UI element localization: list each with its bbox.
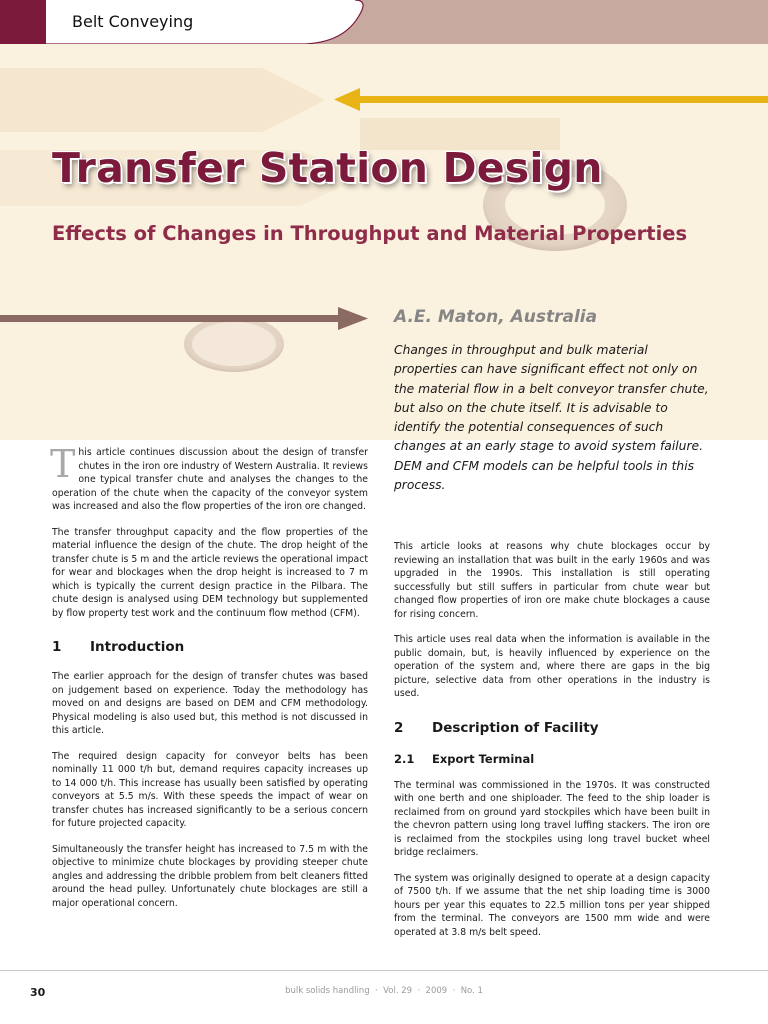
idler-ellipse <box>192 322 276 366</box>
body-paragraph: This article looks at reasons why chute blockages occur by reviewing an installation that was built in the early 1960s and was upgraded in the 1990s. This installation is still operating successfully but still suffers in particular from chute wear but changed flow properties of iron ore make chute blockages a cause for rising concern. <box>394 541 710 620</box>
section-tag <box>0 0 46 44</box>
body-paragraph: The transfer throughput capacity and the flow properties of the material influence the design of the chute. The drop height of the transfer chute is 5 m and the article reviews the operational impact for wear and blockages when the drop height is increased to 7 m which is typically the current design practice in the Pilbara. The chute design is analysed using DEM technology but supplemented by flow property test work and the continuum flow method (CFM). <box>52 526 368 619</box>
body-paragraph: The required design capacity for conveyor belts has been nominally 11 000 t/h but, demand requires capacity increases up to 14 000 t/h. This increase has usually been satisfied by operating conveyors at 5.5 m/s. With these speeds the impact of wear on transfer chutes has increased significantly to be a serious concern for future projected capacity. <box>52 750 368 829</box>
subsection-title: Export Terminal <box>432 751 535 766</box>
page-number: 30 <box>30 986 46 999</box>
section-title: Description of Facility <box>432 719 599 736</box>
article-title: Transfer Station Design <box>52 144 603 192</box>
footer-divider <box>0 970 768 971</box>
body-paragraph: The terminal was commissioned in the 1970s. It was constructed with one berth and one shiploader. The feed to the ship loader is reclaimed from on ground yard stockpiles which have been built in the chevron pattern using long travel luffing stackers. The iron ore is reclaimed from the stockpiles using long travel bucket wheel bridge reclaimers. <box>394 779 710 858</box>
header-band <box>0 0 768 44</box>
article-abstract: Changes in throughput and bulk material properties can have significant effect not only on the material flow in a belt conveyor transfer chute, but also on the chute itself. It is advisable to identify the potential consequences of such changes at an early stage to avoid system failure. DEM and CFM models can be helpful tools in this process. <box>394 343 709 493</box>
body-paragraph: Simultaneously the transfer height has increased to 7.5 m with the objective to minimize chute blockages by providing steeper chute angles and addressing the dribble problem from belt cleaners fitted around the head pulley. Unfortunately chute blockages are still a major operational concern. <box>52 843 368 909</box>
drop-cap: T <box>50 442 76 486</box>
section-title: Introduction <box>90 639 185 655</box>
intro-text: his article continues discussion about the design of transfer chutes in the iron ore industry of Western Australia. It reviews one typical transfer chute and analyses the changes to the operation of the chute when the capacity of the conveyor system was increased and also the flow properties of the iron ore changed. <box>52 447 368 512</box>
brown-arrow-head <box>338 307 368 330</box>
article-author: A.E. Maton, Australia <box>394 307 598 327</box>
section-name: Belt Conveying <box>72 12 194 31</box>
bg-arrow-shape <box>0 68 325 132</box>
intro-paragraph <box>50 442 368 514</box>
subsection-heading <box>394 751 710 767</box>
section-heading <box>52 638 368 656</box>
body-paragraph: This article uses real data when the information is available in the public domain, but, is heavily influenced by experience on the operation of the system and, where there are gaps in the big picture, selective data from other operations in the industry is used. <box>394 634 710 699</box>
journal-info: bulk solids handling · Vol. 29 · 2009 · No. 1 <box>285 986 483 996</box>
brown-arrow-shaft <box>0 315 340 322</box>
article-subtitle: Effects of Changes in Throughput and Material Properties <box>52 222 688 245</box>
section-heading <box>394 719 710 737</box>
yellow-arrow-head <box>334 88 360 111</box>
left-column <box>50 442 368 922</box>
body-paragraph: The system was originally designed to operate at a design capacity of 7500 t/h. If we assume that the net ship loading time is 3000 hours per year this equates to 22.5 million tons per year shipped from the terminal. The conveyors are 1500 mm wide and were operated at 3.8 m/s belt speed. <box>394 872 710 938</box>
body-paragraph: The earlier approach for the design of transfer chutes was based on judgement based on experience. Today the methodology has moved on and designs are based on DEM and CFM methodology. Physical modeling is also used but, this method is not discussed in this article. <box>52 671 368 736</box>
yellow-arrow-shaft <box>356 96 768 103</box>
section-number: 1 <box>52 639 62 655</box>
right-column <box>394 540 710 951</box>
section-number: 2 <box>394 719 404 736</box>
subsection-number: 2.1 <box>394 751 415 766</box>
